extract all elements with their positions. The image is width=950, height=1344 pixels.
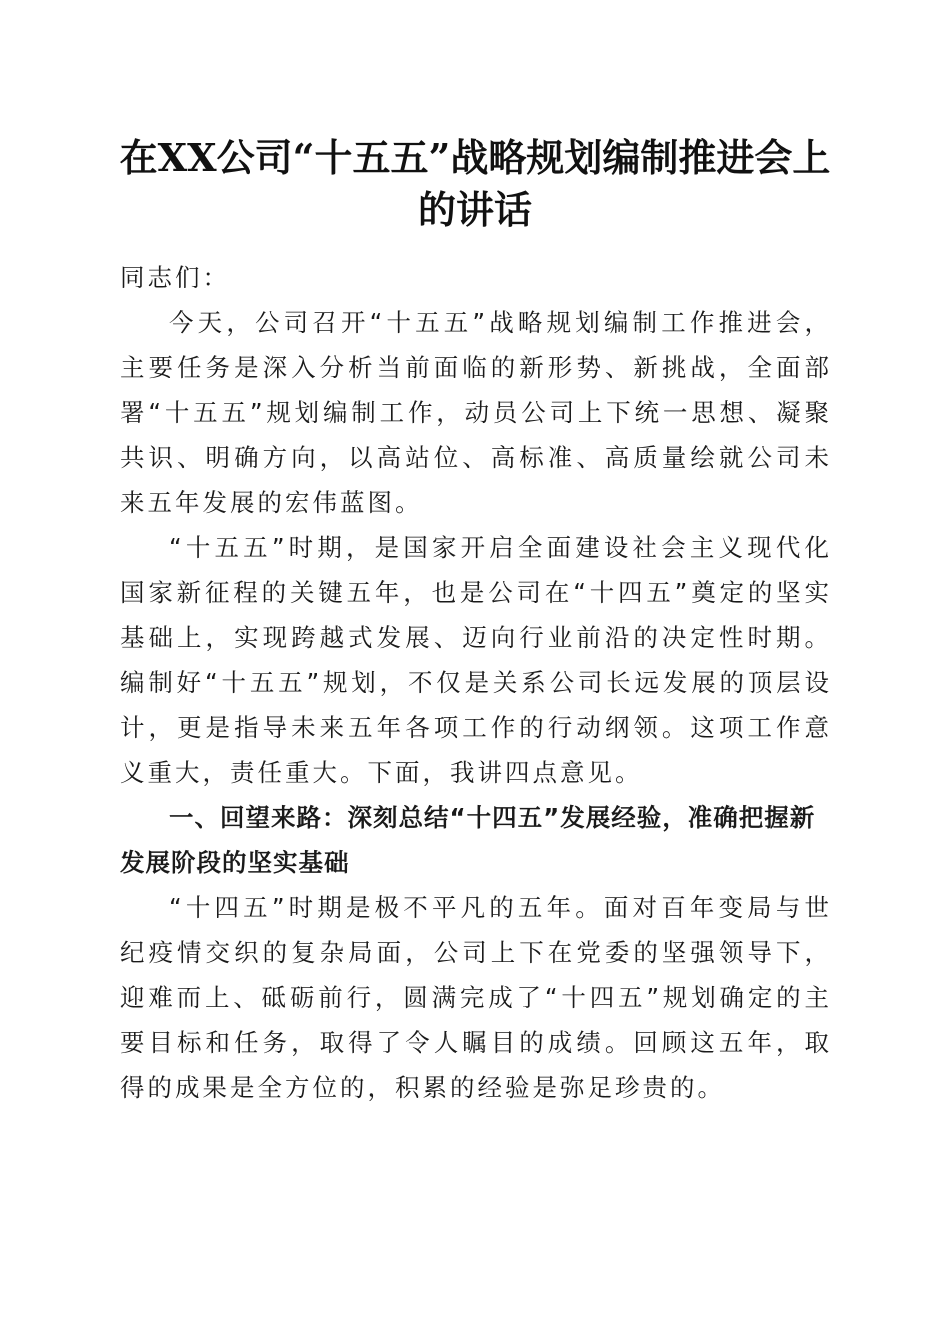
- document-body: [120, 255, 832, 1110]
- paragraph-context: “十五五”时期，是国家开启全面建设社会主义现代化国家新征程的关键五年，也是公司在“十四五”奠定的坚实基础上，实现跨越式发展、迈向行业前沿的决定性时期。编制好“十五五”规划，不仅是关系公司长远发展的顶层设计，更是指导未来五年各项工作的行动纲领。这项工作意义重大，责任重大。下面，我讲四点意见。: [120, 533, 832, 787]
- section-paragraph: “十四五”时期是极不平凡的五年。面对百年变局与世纪疫情交织的复杂局面，公司上下在党委的坚强领导下，迎难而上、砥砺前行，圆满完成了“十四五”规划确定的主要目标和任务，取得了令人瞩目的成绩。回顾这五年，取得的成果是全方位的，积累的经验是弥足珍贵的。: [120, 893, 832, 1102]
- section-heading: 一、回望来路：深刻总结“十四五”发展经验，准确把握新发展阶段的坚实基础: [120, 803, 816, 877]
- document-title: 在XX公司“十五五”战略规划编制推进会上的讲话: [119, 135, 831, 232]
- salutation: 同志们：: [120, 263, 230, 292]
- paragraph-intro: 今天，公司召开“十五五”战略规划编制工作推进会，主要任务是深入分析当前面临的新形势、新挑战，全面部署“十五五”规划编制工作，动员公司上下统一思想、凝聚共识、明确方向，以高站位、高标准、高质量绘就公司未来五年发展的宏伟蓝图。: [120, 308, 832, 517]
